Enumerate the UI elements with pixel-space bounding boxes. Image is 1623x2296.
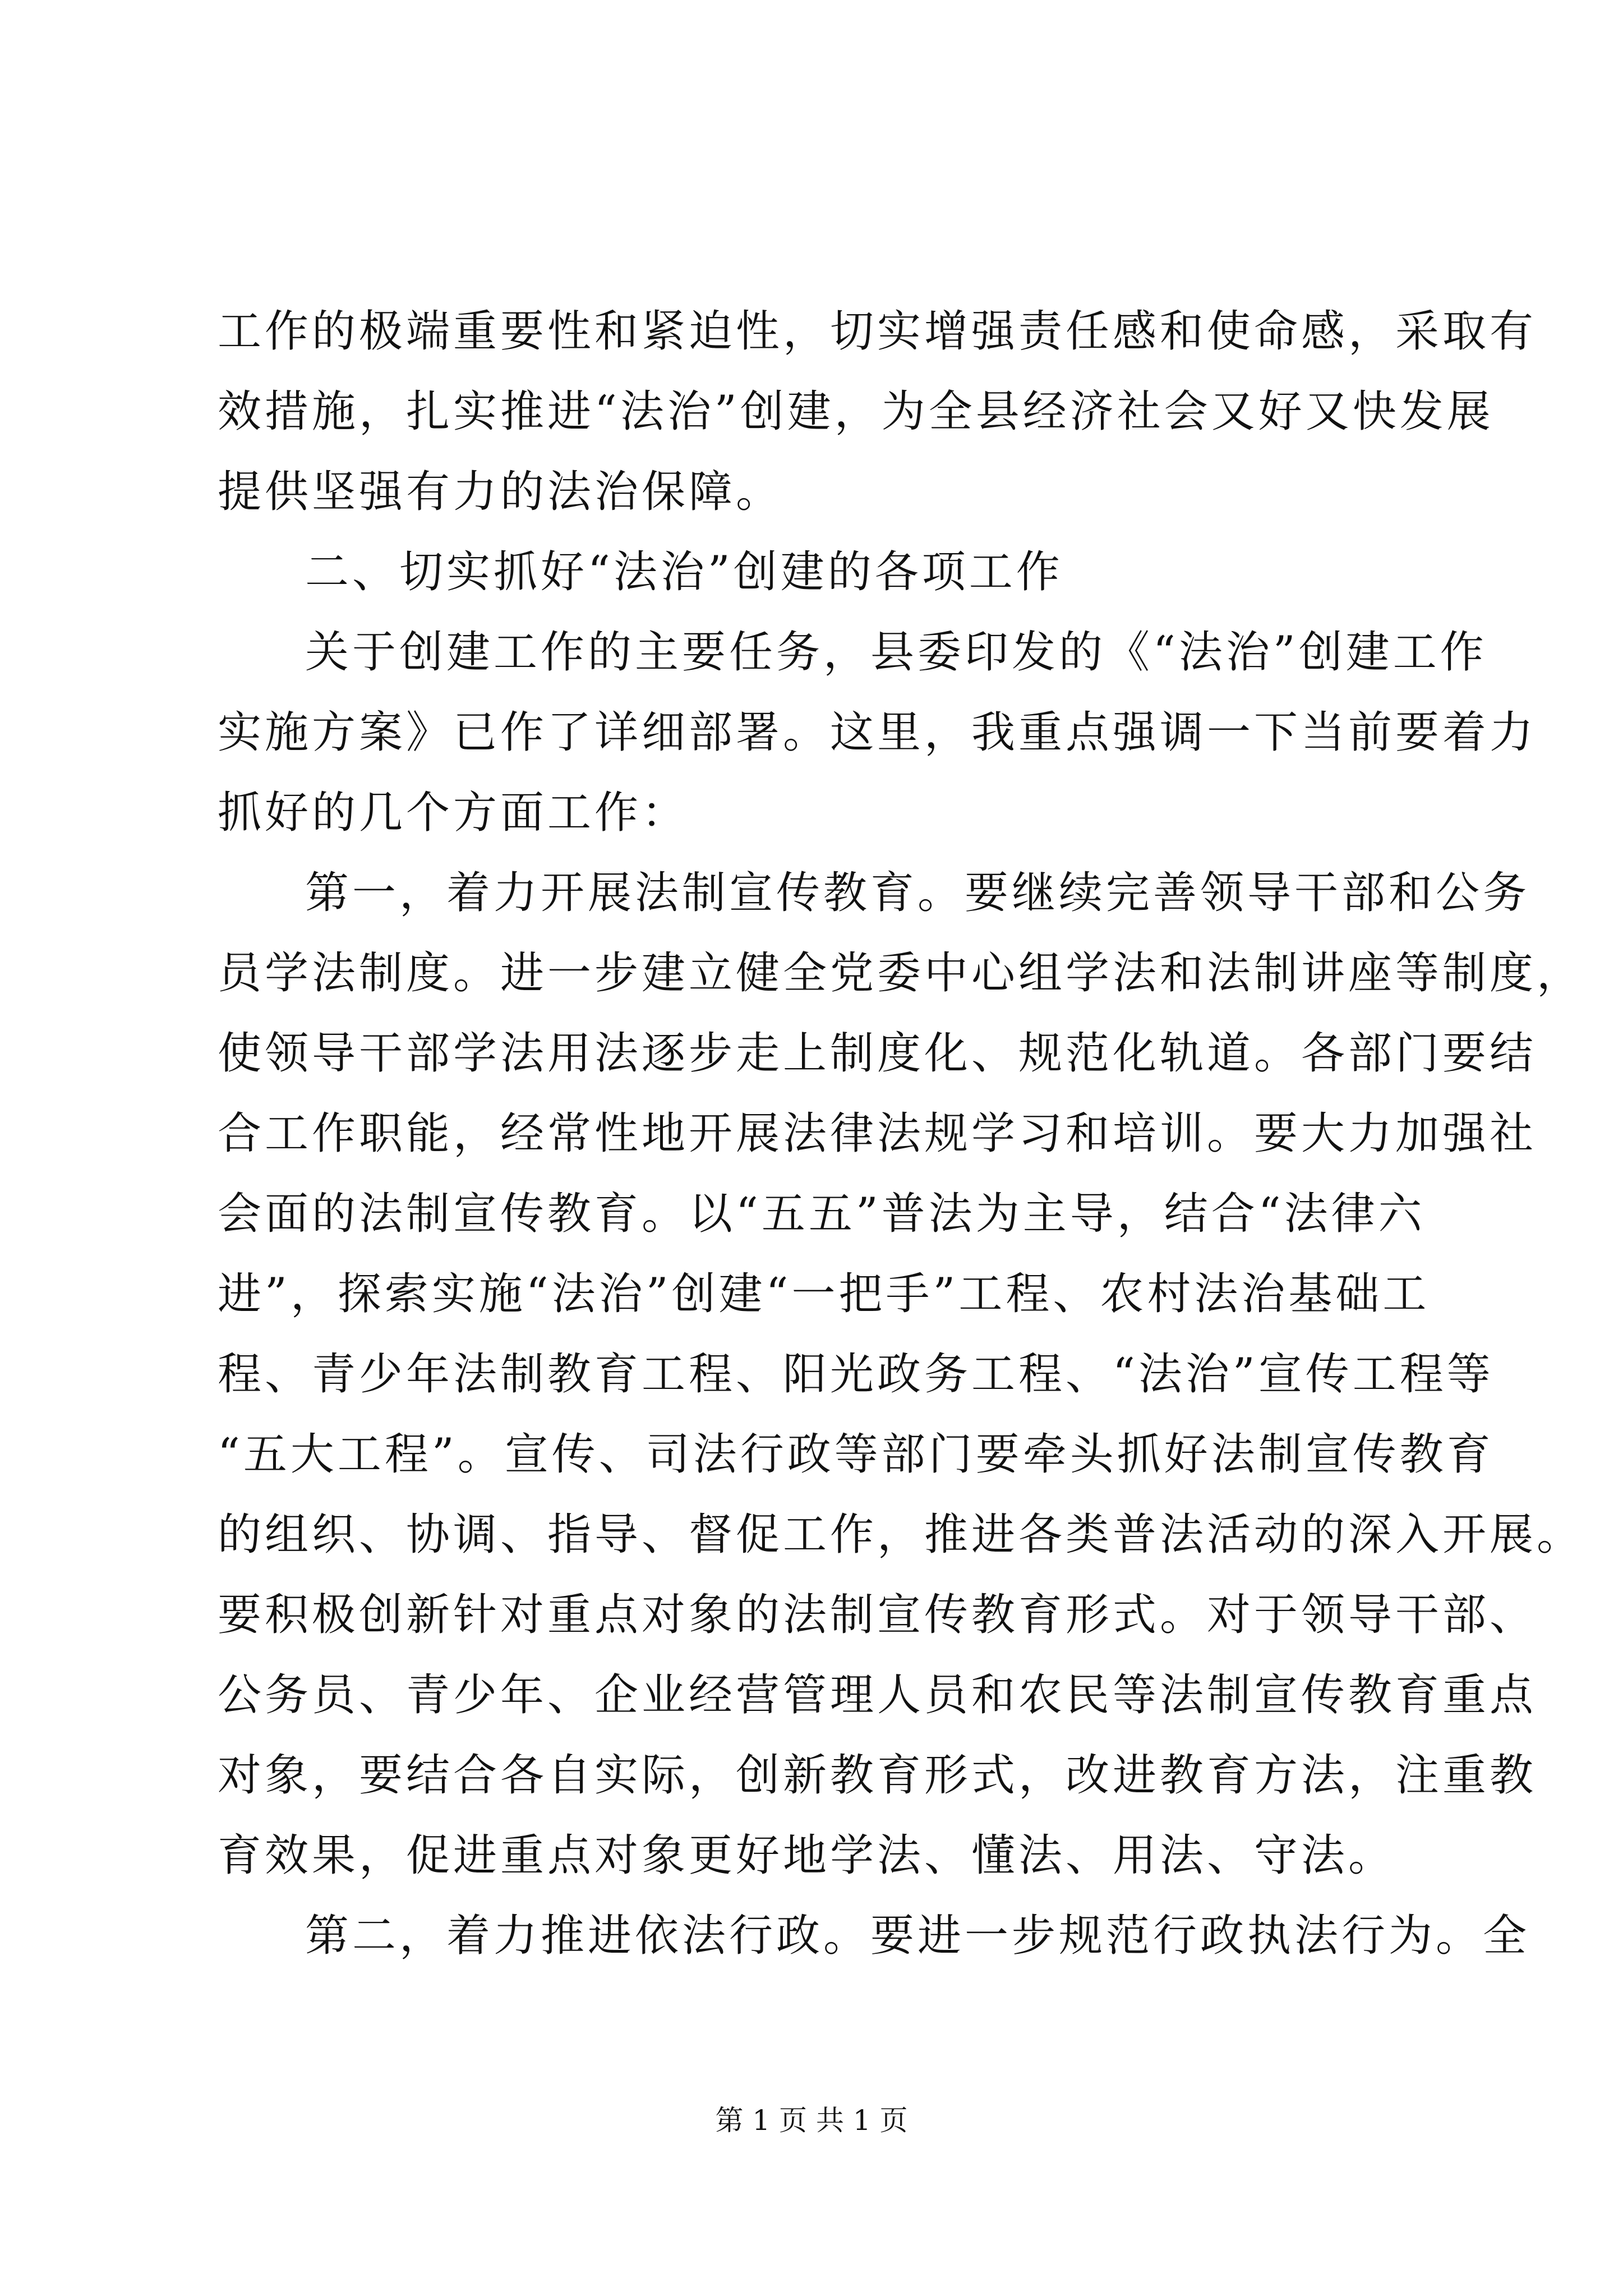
text-line: 合工作职能，经常性地开展法律法规学习和培训。要大力加强社 <box>218 1108 1537 1159</box>
page-footer: 第 1 页 共 1 页 <box>715 2104 908 2137</box>
text-line: 育效果，促进重点对象更好地学法、懂法、用法、守法。 <box>218 1830 1396 1881</box>
text-line: 工作的极端重要性和紧迫性，切实增强责任感和使命感，采取有 <box>218 306 1537 357</box>
text-line: 第二，着力推进依法行政。要进一步规范行政执法行为。全 <box>305 1911 1530 1961</box>
text-line: 抓好的几个方面工作： <box>218 788 689 838</box>
section-heading: 二、切实抓好“法治”创建的各项工作 <box>305 547 1063 597</box>
text-line: 的组织、协调、指导、督促工作，推进各类普法活动的深入开展。 <box>218 1510 1584 1560</box>
text-line: “五大工程”。宣传、司法行政等部门要牵头抓好法制宣传教育 <box>218 1429 1494 1480</box>
text-line: 第一，着力开展法制宣传教育。要继续完善领导干部和公务 <box>305 868 1530 918</box>
text-line: 公务员、青少年、企业经营管理人员和农民等法制宣传教育重点 <box>218 1670 1537 1720</box>
text-line: 进”，探索实施“法治”创建“一把手”工程、农村法治基础工 <box>218 1269 1430 1319</box>
text-line: 对象，要结合各自实际，创新教育形式，改进教育方法，注重教 <box>218 1750 1537 1801</box>
text-line: 会面的法制宣传教育。以“五五”普法为主导，结合“法律六 <box>218 1189 1426 1239</box>
text-line: 要积极创新针对重点对象的法制宣传教育形式。对于领导干部、 <box>218 1590 1537 1640</box>
text-line: 关于创建工作的主要任务，县委印发的《“法治”创建工作 <box>305 627 1487 678</box>
text-line: 员学法制度。进一步建立健全党委中心组学法和法制讲座等制度， <box>218 948 1584 999</box>
document-body <box>218 292 1584 1976</box>
text-line: 程、青少年法制教育工程、阳光政务工程、“法治”宣传工程等 <box>218 1349 1494 1400</box>
text-line: 使领导干部学法用法逐步走上制度化、规范化轨道。各部门要结 <box>218 1028 1537 1079</box>
text-line: 效措施，扎实推进“法治”创建，为全县经济社会又好又快发展 <box>218 386 1494 437</box>
text-line: 提供坚强有力的法治保障。 <box>218 467 783 517</box>
text-line: 实施方案》已作了详细部署。这里，我重点强调一下当前要着力 <box>218 707 1537 758</box>
